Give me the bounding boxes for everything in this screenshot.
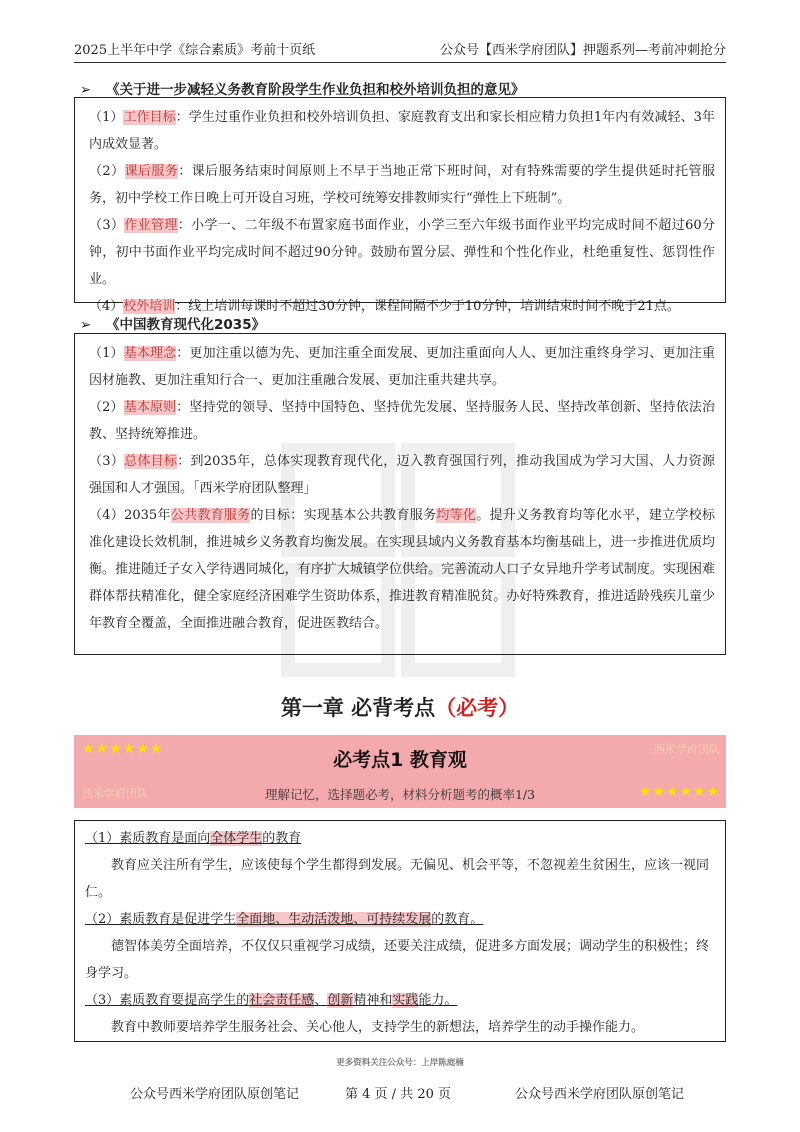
section-2-item: （4）2035年公共教育服务的目标：实现基本公共教育服务均等化。提升义务教育均等化水平，建立学校标准化建设长效机制，推进城乡义务教育均衡发展。在实现县域内义务教育基本均衡基础上，进一步推进优质均衡。推进随迁子女入学待遇同城化，有序扩大城镇学位供给。完善流动人口子女异地升学考试制度。实现困难群体帮扶精准化，健全家庭经济困难学生资助体系，推进教育精准脱贫。办好特殊教育，推进适龄残疾儿童少年教育全覆盖，全面推进融合教育，促进医教结合。 <box>89 508 715 631</box>
point-heading: （2）素质教育是促进学生全面地、生动活泼地、可持续发展的教育。 <box>85 912 484 927</box>
section-2-item: （3）总体目标：到2035年，总体实现教育现代化，迈入教育强国行列，推动我国成为学习大国、人力资源强国和人才强国。「西米学府团队整理」 <box>89 454 715 496</box>
point-heading: （1）素质教育是面向全体学生的教育 <box>85 831 302 846</box>
section-1-item: （2）课后服务：课后服务结束时间原则上不早于当地正常下班时间，对有特殊需要的学生提供延时托管服务，初中学校工作日晚上可开设自习班，学校可统筹安排教师实行“弹性上下班制”。 <box>89 164 715 206</box>
star-rating: ★★★★★★ <box>82 741 164 757</box>
page-number: 第 4 页 / 共 20 页 <box>345 1087 451 1102</box>
points-box <box>74 820 726 1042</box>
section-1-item: （1）工作目标：学生过重作业负担和校外培训负担、家庭教育支出和家长相应精力负担1年内有效减轻、3年内成效显著。 <box>89 110 715 152</box>
banner-title: 必考点1 教育观 <box>333 749 467 771</box>
banner-subtitle: 理解记忆，选择题必考，材料分析题考的概率1/3 <box>264 787 536 802</box>
point-body: 教育应关注所有学生，应该使每个学生都得到发展。无偏见、机会平等，不忽视差生贫困生，应该一视同仁。 <box>85 858 710 900</box>
banner-watermark: 西米学府团队 <box>654 743 720 756</box>
banner-watermark: 西米学府团队 <box>82 787 148 800</box>
arrow-icon: ➢ <box>80 82 92 98</box>
point-heading: （3）素质教育要提高学生的社会责任感、创新精神和实践能力。 <box>85 993 458 1008</box>
point-body: 德智体美劳全面培养，不仅仅只重视学习成绩，还要关注成绩，促进多方面发展；调动学生的积极性；终身学习。 <box>85 939 710 981</box>
section-title-2 <box>80 313 265 333</box>
chapter-tag: （必考） <box>435 696 520 720</box>
section-1-item: （3）作业管理：小学一、二年级不布置家庭书面作业，小学三至六年级书面作业平均完成时间不超过60分钟，初中书面作业平均完成时间不超过90分钟。鼓励布置分层、弹性和个性化作业，杜绝重复性、惩罚性作业。 <box>89 218 715 287</box>
point-body: 教育中教师要培养学生服务社会、关心他人，支持学生的新想法，培养学生的动手操作能力。 <box>111 1020 645 1035</box>
section-2-item: （1）基本理念：更加注重以德为先、更加注重全面发展、更加注重面向人人、更加注重终身学习、更加注重因材施教、更加注重知行合一、更加注重融合发展、更加注重共建共享。 <box>89 346 715 388</box>
section-1-item: （4）校外培训：线上培训每课时不超过30分钟，课程间隔不少于10分钟，培训结束时间不晚于21点。 <box>89 299 680 314</box>
arrow-icon: ➢ <box>80 317 92 333</box>
header-right: 公众号【西米学府团队】押题系列—考前冲刺抢分 <box>439 43 726 58</box>
section-2-item: （2）基本原则：坚持党的领导、坚持中国特色、坚持优先发展、坚持服务人民、坚持改革创新、坚持依法治教、坚持统筹推进。 <box>89 400 715 442</box>
chapter-title: 第一章 必背考点（必考） <box>280 696 520 720</box>
section-1-title: 《关于进一步减轻义务教育阶段学生作业负担和校外培训负担的意见》 <box>106 82 525 98</box>
header-left: 2025上半年中学《综合素质》考前十页纸 <box>74 43 316 58</box>
footer-right: 公众号西米学府团队原创笔记 <box>515 1087 685 1102</box>
section-2-box <box>74 333 726 655</box>
section-1-box <box>74 97 726 314</box>
star-rating: ★★★★★★ <box>638 784 720 800</box>
footer-left: 公众号西米学府团队原创笔记 <box>130 1087 300 1102</box>
section-2-title: 《中国教育现代化2035》 <box>106 317 266 333</box>
page-header <box>74 38 726 63</box>
point-banner <box>74 735 726 808</box>
footer-note: 更多资料关注公众号：上岸陈庭楠 <box>336 1058 464 1068</box>
section-title-1 <box>80 78 525 98</box>
